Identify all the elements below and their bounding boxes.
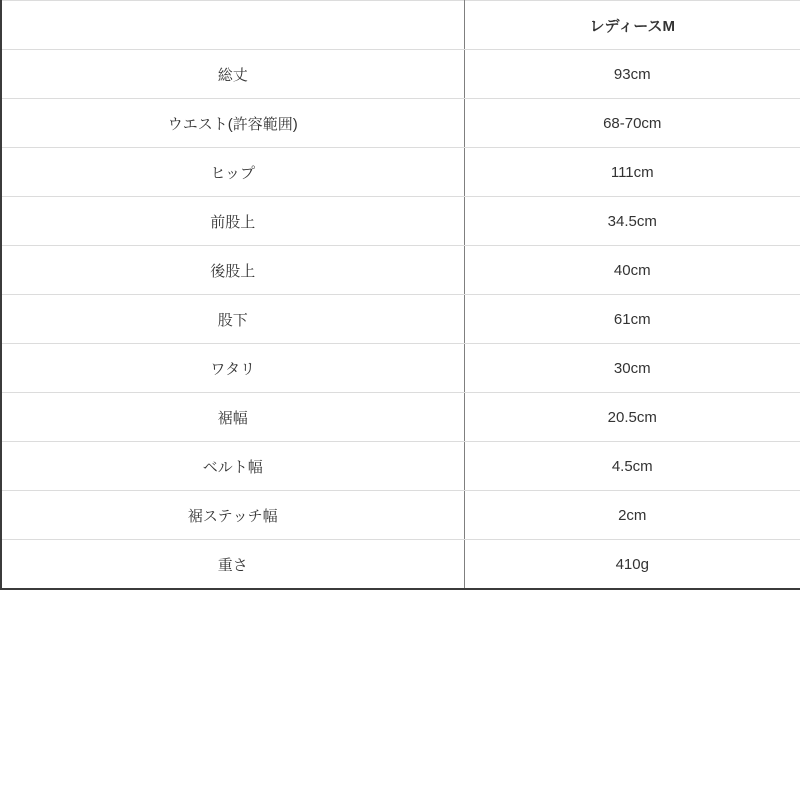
measurement-label: ワタリ bbox=[1, 344, 464, 393]
measurement-label: ヒップ bbox=[1, 148, 464, 197]
measurement-value: 410g bbox=[464, 540, 800, 590]
measurement-label: ウエスト(許容範囲) bbox=[1, 99, 464, 148]
measurement-value: 40cm bbox=[464, 246, 800, 295]
table-row bbox=[1, 148, 800, 197]
table-row bbox=[1, 540, 800, 590]
size-column-header: レディースM bbox=[464, 1, 800, 50]
measurement-value: 30cm bbox=[464, 344, 800, 393]
measurement-label: 裾ステッチ幅 bbox=[1, 491, 464, 540]
measurement-value: 20.5cm bbox=[464, 393, 800, 442]
table-row bbox=[1, 99, 800, 148]
table-row bbox=[1, 491, 800, 540]
table-row bbox=[1, 442, 800, 491]
measurement-label: 後股上 bbox=[1, 246, 464, 295]
measurement-label: ベルト幅 bbox=[1, 442, 464, 491]
table-row bbox=[1, 393, 800, 442]
measurement-label: 股下 bbox=[1, 295, 464, 344]
measurement-label: 前股上 bbox=[1, 197, 464, 246]
measurement-value: 93cm bbox=[464, 50, 800, 99]
table-row bbox=[1, 295, 800, 344]
measurement-value: 61cm bbox=[464, 295, 800, 344]
measurement-label: 裾幅 bbox=[1, 393, 464, 442]
label-column-header bbox=[1, 1, 464, 50]
table-row bbox=[1, 50, 800, 99]
measurement-value: 34.5cm bbox=[464, 197, 800, 246]
measurement-value: 2cm bbox=[464, 491, 800, 540]
table-row bbox=[1, 344, 800, 393]
measurement-value: 4.5cm bbox=[464, 442, 800, 491]
measurement-label: 総丈 bbox=[1, 50, 464, 99]
measurement-label: 重さ bbox=[1, 540, 464, 590]
table-header-row bbox=[1, 1, 800, 50]
measurement-value: 111cm bbox=[464, 148, 800, 197]
table-row bbox=[1, 246, 800, 295]
table-row bbox=[1, 197, 800, 246]
measurement-value: 68-70cm bbox=[464, 99, 800, 148]
